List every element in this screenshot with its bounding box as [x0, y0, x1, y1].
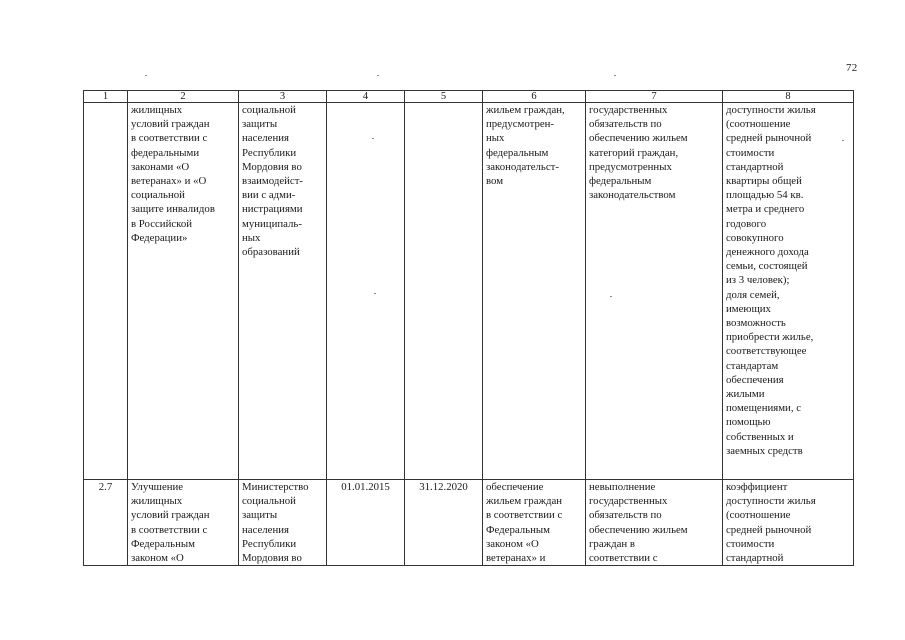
table-row	[84, 480, 854, 566]
column-number-4: 4	[327, 91, 405, 103]
scan-speck	[374, 293, 376, 294]
scan-speck	[145, 75, 147, 76]
start-date-cell: 01.01.2015	[327, 480, 405, 566]
column-number-1: 1	[84, 91, 128, 103]
executor-cell: социальной защиты населения Республики Мордовия во взаимодейст- вии с адми- нистрациями муниципаль- ных образований	[239, 103, 327, 480]
expected-result-cell: обеспечение жильем граждан в соответствии с Федеральным законом «О ветеранах» и	[483, 480, 586, 566]
column-number-7: 7	[586, 91, 723, 103]
row-number-cell	[84, 103, 128, 480]
end-date-cell	[405, 103, 483, 480]
executor-cell: Министерство социальной защиты населения Республики Мордовия во	[239, 480, 327, 566]
row-number-cell: 2.7	[84, 480, 128, 566]
measure-name-cell: жилищных условий граждан в соответствии с федеральными законами «О ветеранах» и «О социальной защите инвалидов в Российской Федерации»	[128, 103, 239, 480]
column-number-6: 6	[483, 91, 586, 103]
scan-speck	[377, 75, 379, 76]
consequences-cell: государственных обязательств по обеспечению жильем категорий граждан, предусмотренных федеральным законодательством	[586, 103, 723, 480]
scan-speck	[842, 140, 844, 141]
column-number-2: 2	[128, 91, 239, 103]
program-table	[83, 90, 854, 566]
scan-speck	[614, 75, 616, 76]
scan-speck	[610, 296, 612, 297]
scan-speck	[372, 138, 374, 139]
measure-name-cell: Улучшение жилищных условий граждан в соответствии с Федеральным законом «О	[128, 480, 239, 566]
column-number-5: 5	[405, 91, 483, 103]
column-number-3: 3	[239, 91, 327, 103]
column-number-8: 8	[723, 91, 854, 103]
start-date-cell	[327, 103, 405, 480]
expected-result-cell: жильем граждан, предусмотрен- ных федеральным законодательст- вом	[483, 103, 586, 480]
table-header-row	[84, 91, 854, 103]
end-date-cell: 31.12.2020	[405, 480, 483, 566]
indicator-cell: доступности жилья (соотношение средней рыночной стоимости стандартной квартиры общей площадью 54 кв. метра и среднего годового совокупного денежного дохода семьи, состоящей из 3 человек); доля семей, имеющих возможность приобрести жилье, соответствующее стандартам обеспечения жилыми помещениями, с помощью собственных и заемных средств	[723, 103, 854, 480]
table-row	[84, 103, 854, 480]
page-number: 72	[846, 62, 858, 74]
consequences-cell: невыполнение государственных обязательств по обеспечению жильем граждан в соответствии с	[586, 480, 723, 566]
indicator-cell: коэффициент доступности жилья (соотношение средней рыночной стоимости стандартной	[723, 480, 854, 566]
